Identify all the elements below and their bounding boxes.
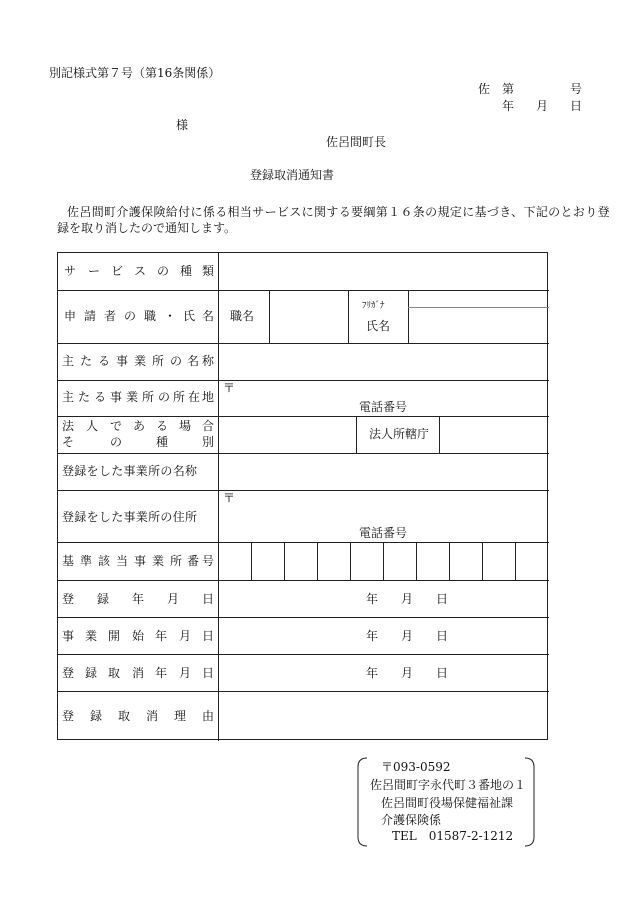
- cancel-date-day: 日: [436, 666, 449, 680]
- document-title: 登録取消通知書: [250, 168, 335, 182]
- date-month: 月: [536, 99, 549, 113]
- label-registered-office-name: 登録をした事業所の名称: [62, 464, 198, 478]
- cancel-date-year: 年: [366, 666, 379, 680]
- body-line-1: 佐呂間町介護保険給付に係る相当サービスに関する要綱第１６条の規定に基づき、下記のとおり登: [67, 205, 610, 219]
- start-date-month: 月: [401, 629, 414, 643]
- start-date-year: 年: [366, 629, 379, 643]
- reg-date-day: 日: [436, 592, 449, 606]
- contact-department: 佐呂間町役場保健福祉課: [381, 796, 514, 810]
- cancellation-form-table: [57, 252, 548, 740]
- job-title-label: 職名: [230, 309, 255, 323]
- doc-number-go: 号: [570, 82, 583, 96]
- form-reference: 別記様式第７号（第16条関係）: [49, 66, 221, 80]
- contact-address: 佐呂間町字永代町３番地の１: [370, 778, 527, 792]
- name-label: 氏名: [366, 319, 391, 333]
- body-line-2: 録を取り消したので通知します。: [57, 221, 237, 235]
- date-year: 年: [502, 99, 515, 113]
- doc-number-dai: 第: [502, 82, 515, 96]
- start-date-day: 日: [436, 629, 449, 643]
- postal-mark-2: 〒: [223, 491, 236, 505]
- date-day: 日: [570, 99, 583, 113]
- furigana-label: ﾌﾘｶﾞﾅ: [362, 301, 385, 311]
- doc-number-prefix: 佐: [478, 82, 491, 96]
- contact-postal: 〒093-0592: [381, 760, 451, 774]
- reg-date-month: 月: [401, 592, 414, 606]
- addressee-suffix: 様: [176, 118, 189, 132]
- contact-tel: TEL 01587-2-1212: [392, 829, 514, 843]
- label-registered-office-address: 登録をした事業所の住所: [62, 510, 198, 524]
- cancel-date-month: 月: [401, 666, 414, 680]
- phone-label-2: 電話番号: [359, 526, 408, 540]
- phone-label-1: 電話番号: [359, 400, 408, 414]
- postal-mark-1: 〒: [223, 381, 236, 395]
- contact-section: 介護保険係: [381, 813, 442, 827]
- jurisdiction-label: 法人所轄庁: [369, 427, 430, 441]
- issuer-name: 佐呂間町長: [326, 135, 387, 149]
- reg-date-year: 年: [366, 592, 379, 606]
